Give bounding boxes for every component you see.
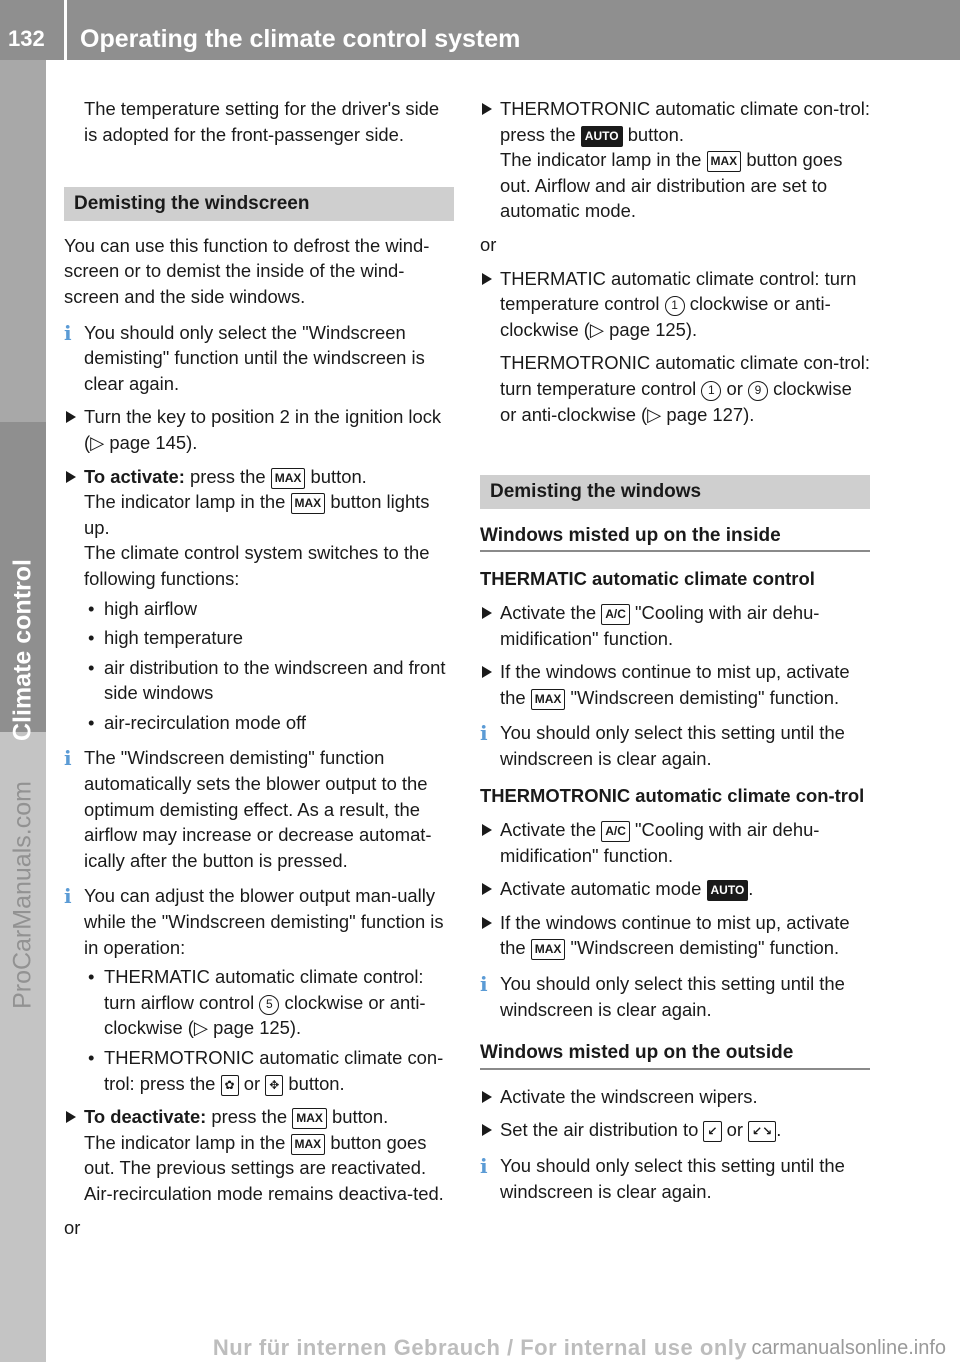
instruction-step: Activate the A/C "Cooling with air dehu-midification" function. [480, 817, 870, 868]
defrost-button-icon: MAX [531, 939, 566, 960]
list-item: • air-recirculation mode off [64, 710, 454, 736]
defrost-button-icon: MAX [291, 1134, 326, 1155]
bold-heading: THERMOTRONIC automatic climate con-trol [480, 785, 865, 807]
control-number-badge: 5 [259, 995, 279, 1015]
sidebar-band [0, 60, 46, 422]
info-note: i You should only select the "Windscreen demisting" function until the windscreen is clear again. [64, 320, 425, 394]
list-item: • high temperature [64, 625, 454, 651]
list-item: • air distribution to the windscreen and front side windows [64, 655, 454, 706]
info-icon: i [480, 1154, 488, 1178]
left-column [64, 96, 454, 1240]
info-icon: i [480, 721, 488, 746]
instruction-step: THERMATIC automatic climate control: turn temperature control 1 clockwise or anti-clockwise (▷ page 125). THERMOTRONIC automatic climate con-trol: turn temperature control 1 or 9 clockwise or anti-clockwise (▷ page 127). [480, 266, 870, 428]
instruction-step: If the windows continue to mist up, activate the MAX "Windscreen demisting" function. [480, 910, 870, 961]
control-number-badge: 9 [748, 381, 768, 401]
info-note: i You should only select this setting until the windscreen is clear again. [480, 1154, 845, 1202]
instruction-step: Set the air distribution to ↙ or ↙↘ . [480, 1117, 870, 1143]
defrost-button-icon: MAX [271, 468, 306, 489]
instruction-step: THERMOTRONIC automatic climate con-trol: press the AUTO button. The indicator lamp in the MAX button goes out. Airflow and air distribution are set to automatic mode. [480, 96, 870, 224]
air-distribution-windscreen-footwell-icon: ↙↘ [748, 1121, 776, 1142]
defrost-button-icon: MAX [291, 493, 326, 514]
info-icon: i [64, 320, 72, 345]
right-column [480, 96, 870, 1204]
ac-button-icon: A/C [601, 604, 630, 625]
sidebar-section-label: Climate control [8, 559, 37, 741]
footer-notice: Nur für internen Gebrauch / For internal use only [212, 1335, 748, 1360]
instruction-step: Activate the A/C "Cooling with air dehu-midification" function. [480, 600, 870, 651]
defrost-button-icon: MAX [707, 151, 742, 172]
list-item: • high airflow [64, 596, 454, 622]
info-note: i You can adjust the blower output man-ually while the "Windscreen demisting" function is in operation: [64, 884, 444, 958]
page-number: 132 [8, 26, 45, 51]
bold-heading: THERMATIC automatic climate control [480, 568, 815, 590]
control-number-badge: 1 [665, 296, 685, 316]
info-icon: i [480, 972, 488, 997]
section-sidebar [0, 60, 46, 1362]
watermark: ProCarManuals.com [8, 781, 37, 1009]
info-note: i You should only select this setting until the windscreen is clear again. [480, 721, 845, 769]
defrost-button-icon: MAX [531, 689, 566, 710]
list-item: • THERMOTRONIC automatic climate con-trol: press the ✿ or ✥ button. [64, 1045, 454, 1096]
auto-button-icon: AUTO [707, 880, 749, 901]
footer-site: carmanualsonline.info [751, 1337, 946, 1359]
header-separator [64, 0, 67, 60]
instruction-step: Activate automatic mode AUTO . [480, 876, 870, 902]
instruction-step: To activate: press the MAX button. The indicator lamp in the MAX button lights up. The climate control system switches to the following functions: [64, 464, 454, 592]
page-header [0, 0, 960, 60]
instruction-step: To deactivate: press the MAX button. The indicator lamp in the MAX button goes out. The previous settings are reactivated. Air-recirculation mode remains deactiva-ted. [64, 1104, 454, 1206]
control-number-badge: 1 [701, 381, 721, 401]
instruction-step: Activate the windscreen wipers. [480, 1084, 870, 1110]
info-note: i You should only select this setting until the windscreen is clear again. [480, 972, 845, 1020]
section-heading: Demisting the windscreen [64, 187, 454, 221]
info-note: i The "Windscreen demisting" function automatically sets the blower output to the optimum demisting effect. As a result, the airflow may increase or decrease automat-ically after the button is pressed. [64, 746, 432, 871]
section-heading: Demisting the windows [480, 475, 870, 509]
info-icon: i [64, 884, 72, 909]
auto-button-icon: AUTO [581, 126, 623, 147]
intro-text: The temperature setting for the driver's side is adopted for the front-passenger side. [84, 98, 440, 145]
sub-heading: Windows misted up on the inside [480, 523, 870, 553]
air-distribution-windscreen-icon: ↙ [703, 1121, 721, 1142]
instruction-step: If the windows continue to mist up, activate the MAX "Windscreen demisting" function. [480, 659, 870, 710]
paragraph: You can use this function to defrost the wind-screen or to demist the inside of the wind-screen and the side windows. [64, 234, 430, 307]
list-item: • THERMATIC automatic climate control: turn airflow control 5 clockwise or anti-clockwise (▷ page 125). [64, 964, 454, 1041]
fan-up-icon: ✿ [221, 1075, 239, 1096]
or-text: or [64, 1216, 81, 1238]
info-icon: i [64, 746, 72, 771]
or-text: or [480, 233, 497, 255]
defrost-button-icon: MAX [292, 1108, 327, 1129]
page-title: Operating the climate control system [80, 25, 521, 53]
ac-button-icon: A/C [601, 821, 630, 842]
sub-heading: Windows misted up on the outside [480, 1040, 870, 1070]
instruction-step: Turn the key to position 2 in the ignition lock (▷ page 145). [64, 404, 454, 455]
fan-down-icon: ✥ [265, 1075, 283, 1096]
